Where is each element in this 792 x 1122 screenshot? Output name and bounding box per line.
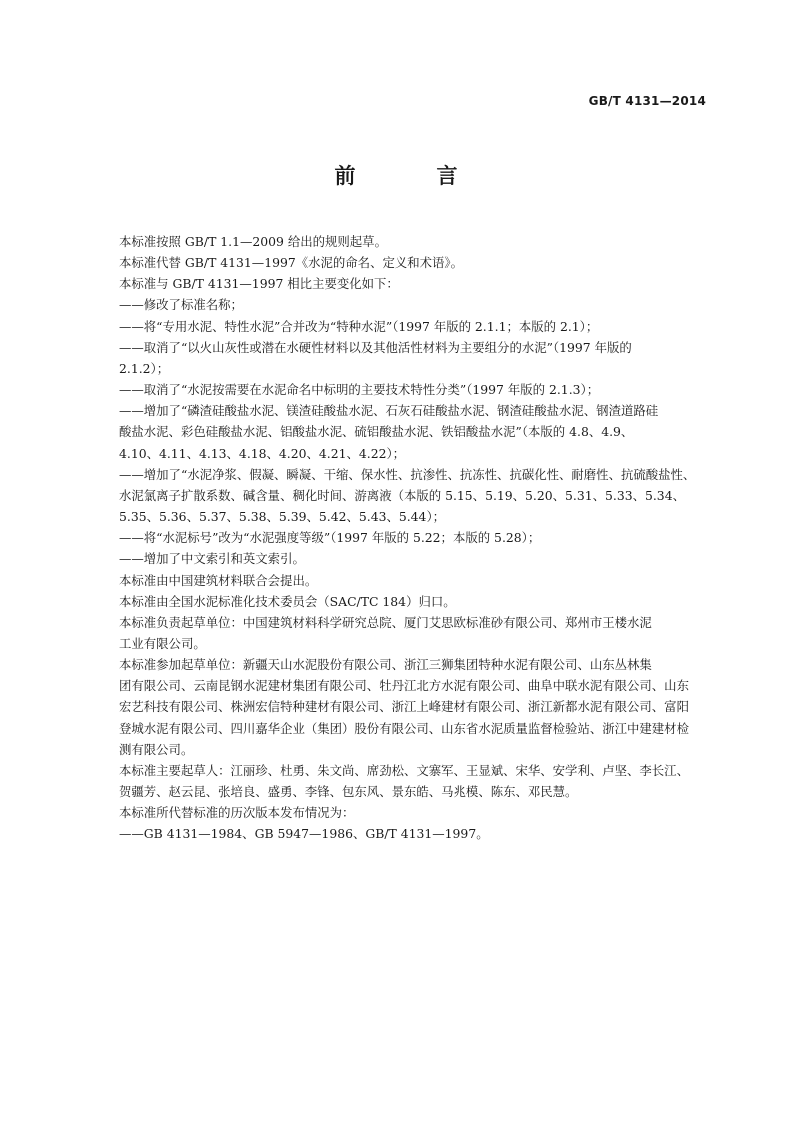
- paragraph: [119, 654, 710, 760]
- text-line: 本标准代替 GB/T 4131—1997《水泥的命名、定义和术语》。: [119, 255, 463, 271]
- text-line: 本标准与 GB/T 4131—1997 相比主要变化如下：: [119, 276, 399, 292]
- text-line: ——修改了标准名称；: [119, 297, 243, 313]
- standard-code: GB/T 4131—2014: [588, 94, 706, 108]
- text-line: ——增加了“水泥净浆、假凝、瞬凝、干缩、保水性、抗渗性、抗冻性、抗碳化性、耐磨性、抗硫酸盐性、: [119, 466, 696, 482]
- paragraph: [119, 591, 710, 612]
- paragraph: [119, 548, 710, 569]
- paragraph: [119, 231, 710, 252]
- paragraph: [119, 400, 710, 463]
- text-line: ——增加了中文索引和英文索引。: [119, 551, 305, 567]
- text-line: 2.1.2）；: [119, 360, 170, 376]
- text-line: 本标准由中国建筑材料联合会提出。: [119, 572, 318, 588]
- paragraph: [119, 802, 710, 823]
- text-line: 酸盐水泥、彩色硅酸盐水泥、铝酸盐水泥、硫铝酸盐水泥、铁铝酸盐水泥”（本版的 4.8、4.9、: [119, 424, 634, 440]
- text-line: ——取消了“水泥按需要在水泥命名中标明的主要技术特性分类”（1997 年版的 2.1.3）；: [119, 382, 600, 398]
- paragraph: [119, 273, 710, 294]
- text-line: 工业有限公司。: [119, 635, 206, 651]
- text-line: 本标准由全国水泥标准化技术委员会（SAC/TC 184）归口。: [119, 593, 456, 609]
- text-line: ——将“专用水泥、特性水泥”合并改为“特种水泥”（1997 年版的 2.1.1；本版的 2.1）；: [119, 318, 599, 334]
- text-line: 本标准按照 GB/T 1.1—2009 给出的规则起草。: [119, 234, 387, 249]
- text-line: ——GB 4131—1984、GB 5947—1986、GB/T 4131—1997。: [119, 826, 489, 842]
- preface-body: [119, 231, 710, 845]
- paragraph: [119, 823, 710, 844]
- text-line: 5.35、5.36、5.37、5.38、5.39、5.42、5.43、5.44）；: [119, 509, 446, 525]
- text-line: ——取消了“以火山灰性或潜在水硬性材料以及其他活性材料为主要组分的水泥”（1997 年版的: [119, 339, 632, 355]
- paragraph: [119, 464, 710, 527]
- text-line: 测有限公司。: [119, 741, 194, 757]
- text-line: ——增加了“磷渣硅酸盐水泥、镁渣硅酸盐水泥、石灰石硅酸盐水泥、钢渣硅酸盐水泥、钢渣道路硅: [119, 403, 659, 419]
- paragraph: [119, 527, 710, 548]
- text-line: 贺疆芳、赵云昆、张培良、盛勇、李锋、包东风、景东皓、马兆模、陈东、邓民慧。: [119, 784, 578, 800]
- paragraph: [119, 379, 710, 400]
- paragraph: [119, 612, 710, 654]
- paragraph: [119, 760, 710, 802]
- text-line: 本标准参加起草单位：新疆天山水泥股份有限公司、浙江三狮集团特种水泥有限公司、山东丛林集: [119, 657, 652, 673]
- text-line: 团有限公司、云南昆钢水泥建材集团有限公司、牡丹江北方水泥有限公司、曲阜中联水泥有限公司、山东: [119, 678, 689, 694]
- text-line: 本标准主要起草人：江丽珍、杜勇、朱文尚、席劲松、文寨军、王显斌、宋华、安学利、卢坚、李长江、: [119, 762, 689, 778]
- text-line: 本标准所代替标准的历次版本发布情况为：: [119, 805, 355, 821]
- paragraph: [119, 337, 710, 379]
- paragraph: [119, 570, 710, 591]
- page-title: 前 言: [334, 163, 488, 188]
- paragraph: [119, 316, 710, 337]
- text-line: 登城水泥有限公司、四川嘉华企业（集团）股份有限公司、山东省水泥质量监督检验站、浙江中建建材检: [119, 720, 689, 736]
- paragraph: [119, 294, 710, 315]
- text-line: 本标准负责起草单位：中国建筑材料科学研究总院、厦门艾思欧标准砂有限公司、郑州市王楼水泥: [119, 614, 652, 630]
- paragraph: [119, 252, 710, 273]
- text-line: ——将“水泥标号”改为“水泥强度等级”（1997 年版的 5.22；本版的 5.28）；: [119, 530, 541, 546]
- text-line: 水泥氯离子扩散系数、碱含量、稠化时间、游离液（本版的 5.15、5.19、5.20、5.31、5.33、5.34、: [119, 487, 685, 503]
- text-line: 宏艺科技有限公司、株洲宏信特种建材有限公司、浙江上峰建材有限公司、浙江新都水泥有限公司、富阳: [119, 699, 689, 715]
- text-line: 4.10、4.11、4.13、4.18、4.20、4.21、4.22）；: [119, 445, 406, 461]
